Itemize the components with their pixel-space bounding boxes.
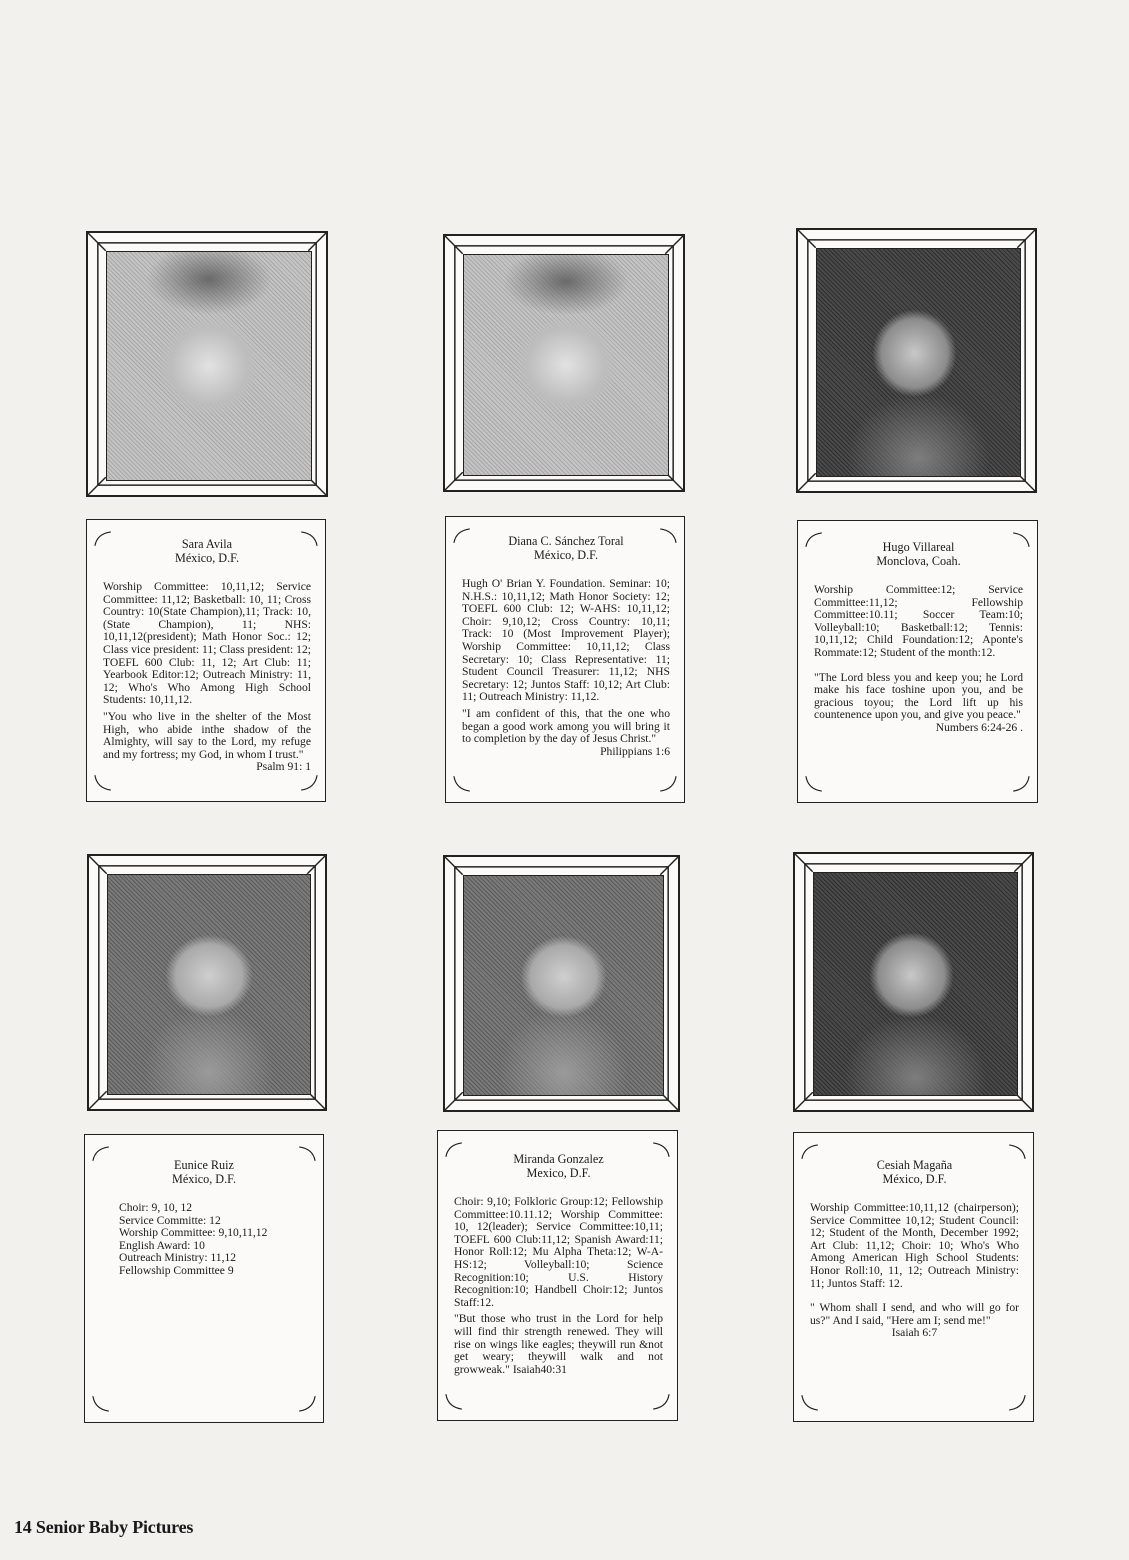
senior-activities [119,1202,309,1278]
senior-name: Eunice Ruiz [174,1158,234,1172]
senior-activities: Hugh O' Brian Y. Foundation. Seminar: 10; N.H.S.: 10,11,12; Math Honor Society: 12; TOEFL 600 Club: 12; W-AHS: 10,11,12; Choir: 9,10,12; Cross Country: 10,11; Track: 10 (Most Improvement Player); Worship Committee: 10,11,12; Class Secretary: 10; Class Representative: 11; Student Council Treasurer: 11,12; NHS Secretary: 12; Juntos Staff: 10,12; Art Club: 11; Outreach Ministry: 11,12. [462,577,670,704]
senior-activities: Choir: 9,10; Folkloric Group:12; Fellowship Committee:10.11.12; Worship Committee: 10, 12(leader); Service Committee:10,11; TOEFL 600 Club:11,12; Spanish Award:11; Honor Roll:12; Mu Alpha Theta:12; W-A-HS:12; Volleyball:10; Science Recognition:10; U.S. History Recognition:10; Handbell Choir:12; Juntos Staff:12. [454,1195,663,1309]
profile-card-eunice-ruiz [84,1134,324,1423]
page-caption: 14 Senior Baby Pictures [14,1517,194,1537]
activity-line: Choir: 9, 10, 12 [119,1201,193,1214]
profile-card-miranda-gonzalez [437,1130,678,1421]
activity-line: Service Committe: 12 [119,1213,221,1227]
baby-photo-miranda-gonzalez [463,875,664,1096]
senior-hometown: Monclova, Coah. [876,553,961,568]
senior-name: Diana C. Sánchez Toral [508,534,624,548]
baby-photo-sara-avila [106,251,312,481]
senior-hometown: México, D.F. [171,1171,237,1186]
activity-line: Fellowship Committee 9 [119,1263,234,1277]
baby-photo-cesiah-magana [813,872,1018,1096]
quote-reference: Philippians 1:6 [600,744,670,758]
senior-hometown: México, D.F. [533,547,599,562]
activity-line: Outreach Ministry: 11,12 [119,1251,237,1265]
photo-frame-diana-sanchez [443,234,685,492]
senior-quote: "You who live in the shelter of the Most High, who abide inthe shadow of the Almighty, will say to the Lord, my refuge and my fortress; my God, in whom I trust." [103,709,311,761]
senior-name: Cesiah Magaña [876,1158,953,1172]
photo-frame-hugo-villareal [796,228,1037,493]
profile-card-sara-avila [86,519,326,802]
quote-reference: Numbers 6:24-26 . [935,720,1023,734]
photo-frame-sara-avila [86,231,328,497]
profile-card-diana-sanchez [445,516,685,803]
profile-card-hugo-villareal [797,520,1038,803]
senior-quote: "The Lord bless you and keep you; he Lord make his face toshine upon you, and be gracious toyou; the Lord lift up his countenence upon you, and give you peace." [814,670,1023,722]
senior-activities: Worship Committee: 10,11,12; Service Committee: 11,12; Basketball: 10, 11; Cross Country: 10(State Champion),11; Track: 10, (State Champion), 11; NHS: 10,11,12(president); Math Honor Soc.: 12; Class vice president: 11; Class president: 12; TOEFL 600 Club: 11, 12; Art Club: 11; Yearbook Editor:12; Outreach Ministry: 11, 12; Who's Who Among High School Students: 10,11,12. [103,580,311,707]
baby-photo-hugo-villareal [816,248,1021,477]
activity-line: Worship Committee: 9,10,11,12 [119,1226,268,1240]
senior-hometown: Mexico, D.F. [526,1165,591,1180]
senior-hometown: México, D.F. [882,1171,947,1186]
photo-frame-eunice-ruiz [87,854,327,1111]
quote-reference: Psalm 91: 1 [256,760,311,774]
quote-reference: Isaiah 6:7 [891,1326,938,1340]
photo-frame-miranda-gonzalez [443,855,680,1112]
activity-line: English Award: 10 [119,1238,205,1252]
senior-activities: Worship Committee:12; Service Committee:11,12; Fellowship Committee:10.11; Soccer Team:10; Volleyball:10; Basketball:12; Tennis: 10,11,12; Child Foundation:12; Aponte's Rommate:12; Student of the month:12. [814,583,1023,659]
senior-quote: " Whom shall I send, and who will go for us?" And I said, "Here am I; send me!" [810,1301,1019,1327]
senior-quote: "I am confident of this, that the one who began a good work among you will bring it to completion by the day of Jesus Christ." [462,706,670,746]
senior-quote: "But those who trust in the Lord for help will find thir strength renewed. They will rise on wings like eagles; theywill run &not get weary; theywill walk and not growweak." Isaiah40:31 [454,1312,663,1376]
senior-name: Miranda Gonzalez [513,1152,604,1166]
senior-activities: Worship Committee:10,11,12 (chairperson); Service Committee 10,12; Student Council: 12; Student of the Month, December 1992; Art Club: 11,12; Choir: 10; Who's Who Among American High School Students: Honor Roll:10, 11, 12; Outreach Ministry: 11; Juntos Staff: 12. [810,1201,1019,1290]
senior-name: Sara Avila [181,537,233,551]
profile-card-cesiah-magana [793,1132,1034,1422]
senior-hometown: México, D.F. [174,550,240,565]
senior-name: Hugo Villareal [882,540,955,554]
photo-frame-cesiah-magana [793,852,1034,1112]
baby-photo-eunice-ruiz [107,874,311,1095]
baby-photo-diana-sanchez [463,254,669,476]
